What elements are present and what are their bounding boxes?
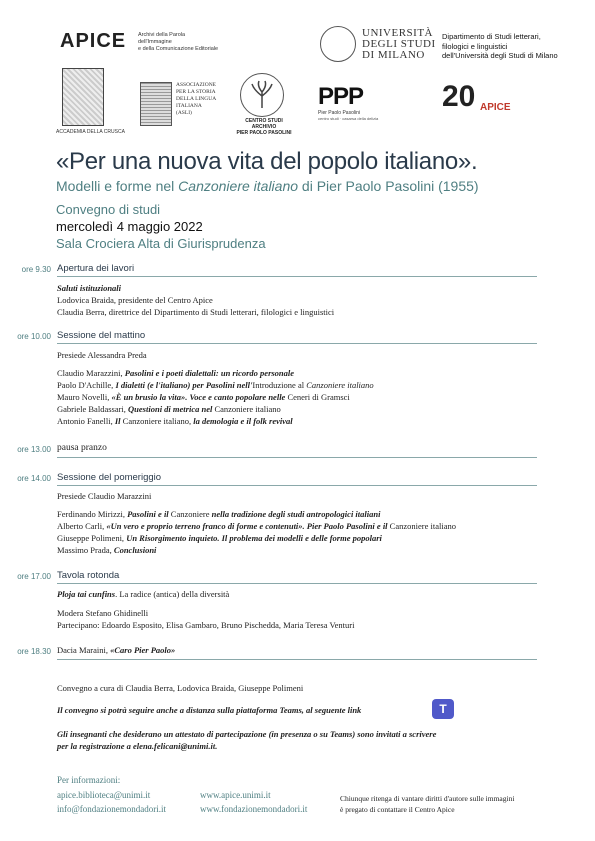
apice-logo: APICE <box>60 30 127 52</box>
section-title: Sessione del mattino <box>57 330 146 341</box>
program-line: Mauro Novelli, «È un brusio la vita». Voce e canto popolare nelle Ceneri di Gramsci <box>57 392 350 402</box>
apice-subtitle: Archivi della Parola dell'Immagine e della Comunicazione Editoriale <box>138 32 219 52</box>
section-divider <box>57 485 537 486</box>
program-line: Ploja tai cunfins. La radice (antica) della diversità <box>57 589 230 599</box>
email-link[interactable]: apice.biblioteca@unimi.it <box>57 790 151 800</box>
crusca-emblem-icon <box>62 68 104 126</box>
event-title: «Per una nuova vita del popolo italiano». <box>56 148 478 175</box>
program-line: pausa pranzo <box>57 443 107 453</box>
program-line: Dacia Maraini, «Caro Pier Paolo» <box>57 645 176 655</box>
time-label: ore 10.00 <box>17 332 51 341</box>
section-title: Apertura dei lavori <box>57 263 135 274</box>
time-label: ore 14.00 <box>17 474 51 483</box>
program-line: Partecipano: Edoardo Esposito, Elisa Gambaro, Bruno Pischedda, Maria Teresa Venturi <box>57 620 355 630</box>
curators-note: Convegno a cura di Claudia Berra, Lodovica Braida, Giuseppe Polimeni <box>57 683 304 693</box>
event-type: Convegno di studi <box>56 202 161 217</box>
program-line: Presiede Alessandra Preda <box>57 350 147 360</box>
teachers-note: per la registrazione a elena.felicani@unimi.it. <box>57 741 218 751</box>
program-line: Claudia Berra, direttrice del Dipartimento di Studi letterari, filologici e linguistici <box>57 307 335 317</box>
section-divider <box>57 343 537 344</box>
program-line: Modera Stefano Ghidinelli <box>57 608 149 618</box>
website-link[interactable]: www.apice.unimi.it <box>200 790 271 800</box>
section-divider <box>57 583 537 584</box>
teams-icon[interactable]: T <box>432 699 454 719</box>
unimi-seal-icon <box>320 26 356 62</box>
tree-icon <box>241 74 283 116</box>
ppp-logo-name: Pier Paolo Pasolini <box>318 110 360 116</box>
time-label: ore 9.30 <box>21 265 51 274</box>
section-title: Sessione del pomeriggio <box>57 472 162 483</box>
pasolini-center-emblem-icon <box>240 73 284 117</box>
pasolini-center-label: CENTRO STUDI ARCHIVIO PIER PAOLO PASOLINI <box>236 118 292 136</box>
copyright-disclaimer: Chiunque ritenga di vantare diritti d'autore sulle immagini è pregato di contattare il Centro Apice <box>340 794 515 814</box>
section-divider <box>57 457 537 458</box>
section-title: Tavola rotonda <box>57 570 120 581</box>
time-label: ore 18.30 <box>17 647 51 656</box>
website-link[interactable]: www.fondazionemondadori.it <box>200 804 308 814</box>
time-label: ore 17.00 <box>17 572 51 581</box>
program-line: Lodovica Braida, presidente del Centro Apice <box>57 295 213 305</box>
event-subtitle: Modelli e forme nel Canzoniere italiano di Pier Paolo Pasolini (1955) <box>56 178 479 194</box>
twenty-years-logo: 20 <box>442 80 476 113</box>
crusca-label: ACCADEMIA DELLA CRUSCA <box>56 129 125 135</box>
program-line: Massimo Prada, Conclusioni <box>57 545 157 555</box>
section-divider <box>57 659 537 660</box>
program-line: Presiede Claudio Marazzini <box>57 491 152 501</box>
ppp-logo-caption: centro studi · casarsa della delizia <box>318 116 379 121</box>
ppp-logo: PPP <box>318 83 364 110</box>
event-place: Sala Crociera Alta di Giurisprudenza <box>56 236 266 251</box>
program-line: Paolo D'Achille, I dialetti (e l'italiano) per Pasolini nell'Introduzione al Canzoniere italiano <box>57 380 374 390</box>
asli-emblem-icon <box>140 82 172 126</box>
event-date: mercoledì 4 maggio 2022 <box>56 219 203 234</box>
email-link[interactable]: info@fondazionemondadori.it <box>57 804 167 814</box>
teams-note: Il convegno si potrà seguire anche a distanza sulla piattaforma Teams, al seguente link <box>57 705 362 715</box>
info-label: Per informazioni: <box>57 775 121 785</box>
program-line: Claudio Marazzini, Pasolini e i poeti dialettali: un ricordo personale <box>57 368 295 378</box>
section-divider <box>57 276 537 277</box>
apice-small-logo: APICE <box>480 102 511 113</box>
teachers-note: Gli insegnanti che desiderano un attestato di partecipazione (in presenza o su Teams) sono invitati a scrivere <box>57 729 437 739</box>
program-line: Giuseppe Polimeni, Un Risorgimento inquieto. Il problema dei modelli e delle forme popolari <box>57 533 382 543</box>
unimi-logo-text: UNIVERSITÀ DEGLI STUDI DI MILANO <box>362 27 436 61</box>
program-line: Alberto Carli, «Un vero e proprio terreno franco di forme e contenuti». Pier Paolo Pasolini e il Canzoniere italiano <box>57 521 456 531</box>
asli-label: ASSOCIAZIONE PER LA STORIA DELLA LINGUA ITALIANA (ASLI) <box>176 82 217 116</box>
time-label: ore 13.00 <box>17 445 51 454</box>
program-line: Antonio Fanelli, Il Canzoniere italiano, la demologia e il folk revival <box>57 416 293 426</box>
program-line: Ferdinando Mirizzi, Pasolini e il Canzoniere nella tradizione degli studi antropologici italiani <box>57 509 381 519</box>
program-line: Saluti istituzionali <box>57 283 122 293</box>
program-line: Gabriele Baldassari, Questioni di metrica nel Canzoniere italiano <box>57 404 281 414</box>
department-text: Dipartimento di Studi letterari, filologici e linguistici dell'Università degli Studi di Milano <box>442 32 558 60</box>
